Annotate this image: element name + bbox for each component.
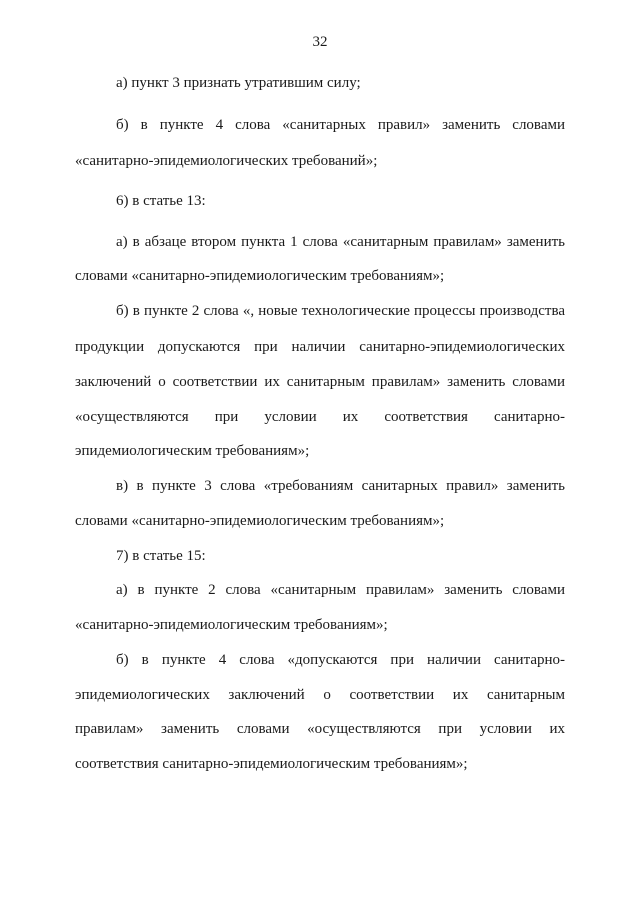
text-line: б) в пункте 2 слова «, новые технологические процессы производства: [116, 303, 565, 319]
text-line: в) в пункте 3 слова «требованиям санитарных правил» заменить: [116, 478, 565, 494]
text-line: словами «санитарно-эпидемиологическим требованиям»;: [75, 268, 445, 284]
text-line: словами «санитарно-эпидемиологическим требованиям»;: [75, 513, 445, 529]
text-line: б) в пункте 4 слова «допускаются при наличии санитарно-: [116, 652, 565, 668]
text-line: эпидемиологических заключений о соответствии их санитарным: [75, 687, 565, 703]
text-line: продукции допускаются при наличии санитарно-эпидемиологических: [75, 339, 565, 355]
text-line: 6) в статье 13:: [116, 193, 206, 209]
text-line: соответствия санитарно-эпидемиологическим требованиям»;: [75, 756, 468, 772]
text-line: 7) в статье 15:: [116, 548, 206, 564]
text-line: эпидемиологическим требованиям»;: [75, 443, 310, 459]
page-number: 32: [312, 34, 328, 50]
text-line: «санитарно-эпидемиологическим требованиям»;: [75, 617, 388, 633]
text-line: правилам» заменить словами «осуществляются при условии их: [75, 721, 565, 737]
text-line: а) пункт 3 признать утратившим силу;: [116, 75, 361, 91]
text-line: б) в пункте 4 слова «санитарных правил» заменить словами: [116, 117, 565, 133]
text-line: заключений о соответствии их санитарным правилам» заменить словами: [75, 374, 565, 390]
text-line: «осуществляются при условии их соответствия санитарно-: [75, 409, 565, 425]
text-line: «санитарно-эпидемиологических требований»;: [75, 153, 378, 169]
text-line: а) в пункте 2 слова «санитарным правилам» заменить словами: [116, 582, 565, 598]
text-line: а) в абзаце втором пункта 1 слова «санитарным правилам» заменить: [116, 234, 565, 250]
